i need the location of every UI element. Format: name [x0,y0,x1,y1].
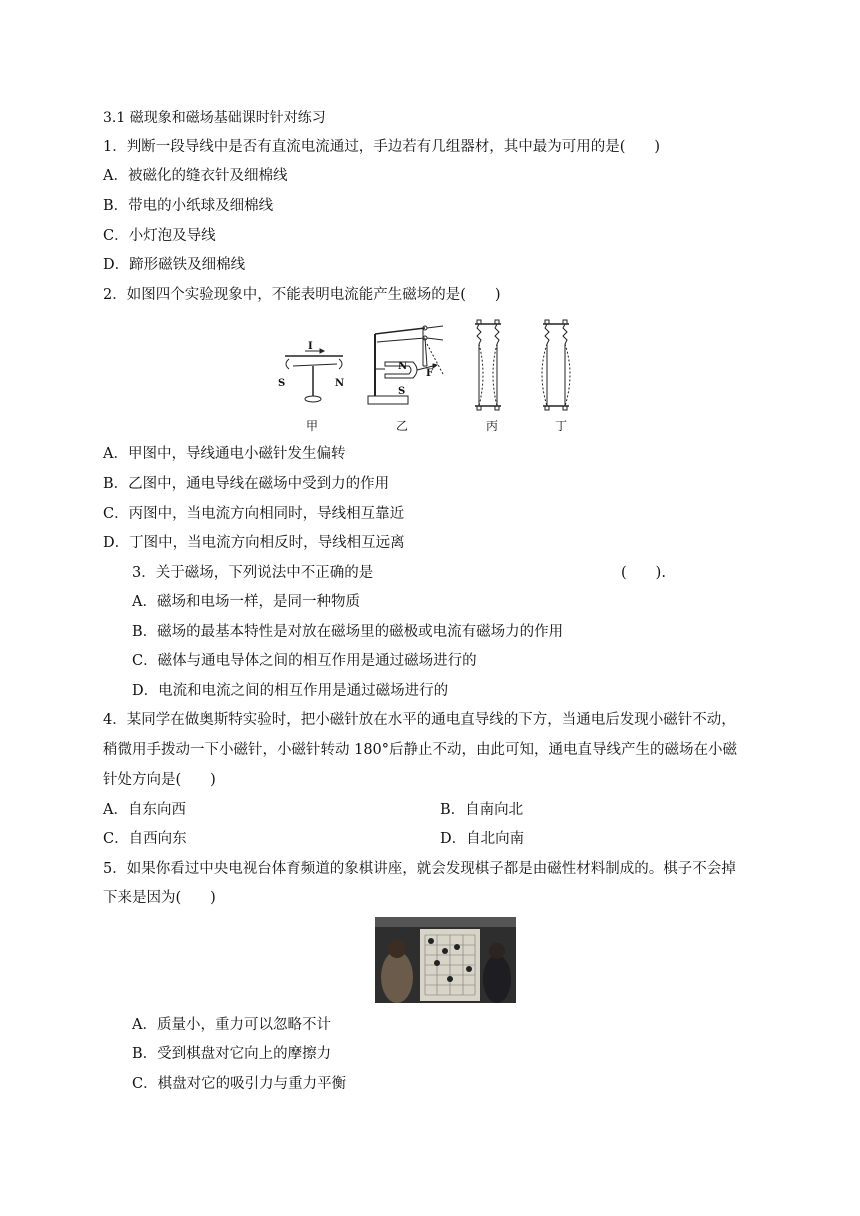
q1-option-c: C．小灯泡及导线 [103,228,216,244]
q3-paren: ( ). [621,565,666,581]
fig-mark-n-jia: N [335,378,345,389]
q1-option-a: A．被磁化的缝衣针及细棉线 [103,168,288,184]
q4-option-b: B．自南向北 [440,802,524,818]
fig-mark-force: F [426,368,434,379]
q3-option-c: C．磁体与通电导体之间的相互作用是通过磁场进行的 [132,653,477,669]
q1-option-d: D．蹄形磁铁及细棉线 [103,257,246,273]
q4-option-a: A．自东向西 [103,802,186,818]
q4-stem-line2: 稍微用手拨动一下小磁针，小磁针转动 180°后静止不动，由此可知，通电直导线产生的磁场在小磁 [103,742,738,758]
page-title: 3.1 磁现象和磁场基础课时针对练习 [103,110,326,126]
q5-stem-line2: 下来是因为( ) [103,890,216,906]
q3-option-b: B．磁场的最基本特性是对放在磁场里的磁极或电流有磁场力的作用 [132,624,564,640]
q4-option-d: D．自北向南 [440,831,525,847]
fig-mark-s-yi: S [398,386,406,397]
q2-figure [275,314,595,414]
q4-stem-line3: 针处方向是( ) [103,772,216,788]
q4-option-c: C．自西向东 [103,831,187,847]
q5-option-a: A．质量小，重力可以忽略不计 [132,1017,331,1033]
q1-stem: 1．判断一段导线中是否有直流电流通过，手边若有几组器材，其中最为可用的是( ) [103,139,661,155]
q2-option-a: A．甲图中，导线通电小磁针发生偏转 [103,446,346,462]
q5-option-b: B．受到棋盘对它向上的摩擦力 [132,1046,332,1062]
q2-stem: 2．如图四个实验现象中，不能表明电流能产生磁场的是( ) [103,287,501,303]
figure-jia-icon [285,349,343,402]
figure-ding-icon [542,320,570,410]
q1-option-b: B．带电的小纸球及细棉线 [103,198,274,214]
chess-lecture-image-icon [375,917,516,1003]
q2-option-c: C．丙图中，当电流方向相同时，导线相互靠近 [103,506,405,522]
q3-option-d: D．电流和电流之间的相互作用是通过磁场进行的 [132,683,449,699]
fig-label-ding: 丁 [555,419,568,433]
fig-label-yi: 乙 [396,419,409,433]
q2-option-d: D．丁图中，当电流方向相反时，导线相互远离 [103,535,405,551]
q3-stem: 3．关于磁场，下列说法中不正确的是 [132,565,374,581]
figure-bing-icon [475,320,501,410]
fig-label-bing: 丙 [486,419,499,433]
fig-label-jia: 甲 [306,419,319,433]
chess-lecture-photo [375,917,516,1003]
q4-stem-line1: 4．某同学在做奥斯特实验时，把小磁针放在水平的通电直导线的下方，当通电后发现小磁针不动， [103,712,736,728]
q5-option-c: C．棋盘对它的吸引力与重力平衡 [132,1076,347,1092]
q3-option-a: A．磁场和电场一样，是同一种物质 [132,594,360,610]
fig-mark-n-yi: N [398,361,408,372]
q2-option-b: B．乙图中，通电导线在磁场中受到力的作用 [103,476,390,492]
fig-mark-current: I [308,341,313,352]
fig-mark-s-jia: S [278,378,286,389]
q5-stem-line1: 5．如果你看过中央电视台体育频道的象棋讲座，就会发现棋子都是由磁性材料制成的。棋子不会掉 [103,861,736,877]
